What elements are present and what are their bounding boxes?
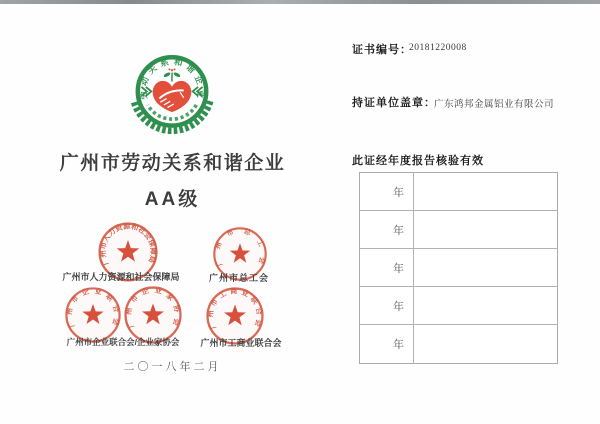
year-cell: 年 [360, 211, 414, 248]
issuer-label-commerce-federation: 广州市工商业联合会 [200, 338, 282, 348]
table-row [360, 249, 557, 287]
year-cell: 年 [360, 287, 414, 324]
certificate-right-page [345, 0, 600, 424]
validity-note: 此证经年度报告核验有效 [352, 155, 484, 167]
year-cell: 年 [360, 325, 414, 363]
issuer-label-hr-bureau: 广州市人力资源和社会保障局 [62, 272, 180, 282]
year-cell: 年 [360, 173, 414, 210]
stamp-ring-text: 广州市企业家协会 [124, 286, 182, 330]
table-row [360, 325, 557, 363]
stamp-ring-text: 广州市人力资源和社会保障局 [97, 221, 158, 267]
entry-cell [414, 325, 557, 363]
table-row [360, 173, 557, 211]
issue-date: 二〇一八年二月 [123, 361, 222, 373]
annual-verification-table [359, 172, 558, 364]
holder-seal-label: 持证单位盖章： [352, 97, 436, 109]
entry-cell [414, 287, 557, 324]
harmony-emblem [127, 50, 217, 140]
holder-company-name: 广东鸿邦金属铝业有限公司 [434, 100, 555, 110]
emblem-ring-text: 劳动关系和谐企业 [137, 56, 207, 101]
issuer-label-trade-union: 广州市总工会 [208, 273, 269, 283]
entry-cell [414, 249, 557, 286]
table-row [360, 211, 557, 249]
entry-cell [414, 211, 557, 248]
issuer-label-enterprise-federation: 广州市企业联合会/企业家协会 [66, 337, 180, 347]
stamp-ring-text: 广州市工商业联合会 [206, 287, 264, 331]
certificate-grade: AA级 [144, 189, 201, 210]
entry-cell [414, 173, 557, 210]
stamp-ring-text: 广州市总工会 [214, 228, 266, 267]
certificate-title: 广州市劳动关系和谐企业 [59, 153, 286, 174]
harmony-emblem-icon [127, 50, 217, 140]
stamp-ring-text: 广州市企业联合会 [66, 287, 120, 329]
certificate-number-label: 证书编号： [352, 44, 412, 56]
year-cell: 年 [360, 249, 414, 286]
certificate-number: 20181220008 [409, 43, 467, 53]
table-row [360, 287, 557, 325]
